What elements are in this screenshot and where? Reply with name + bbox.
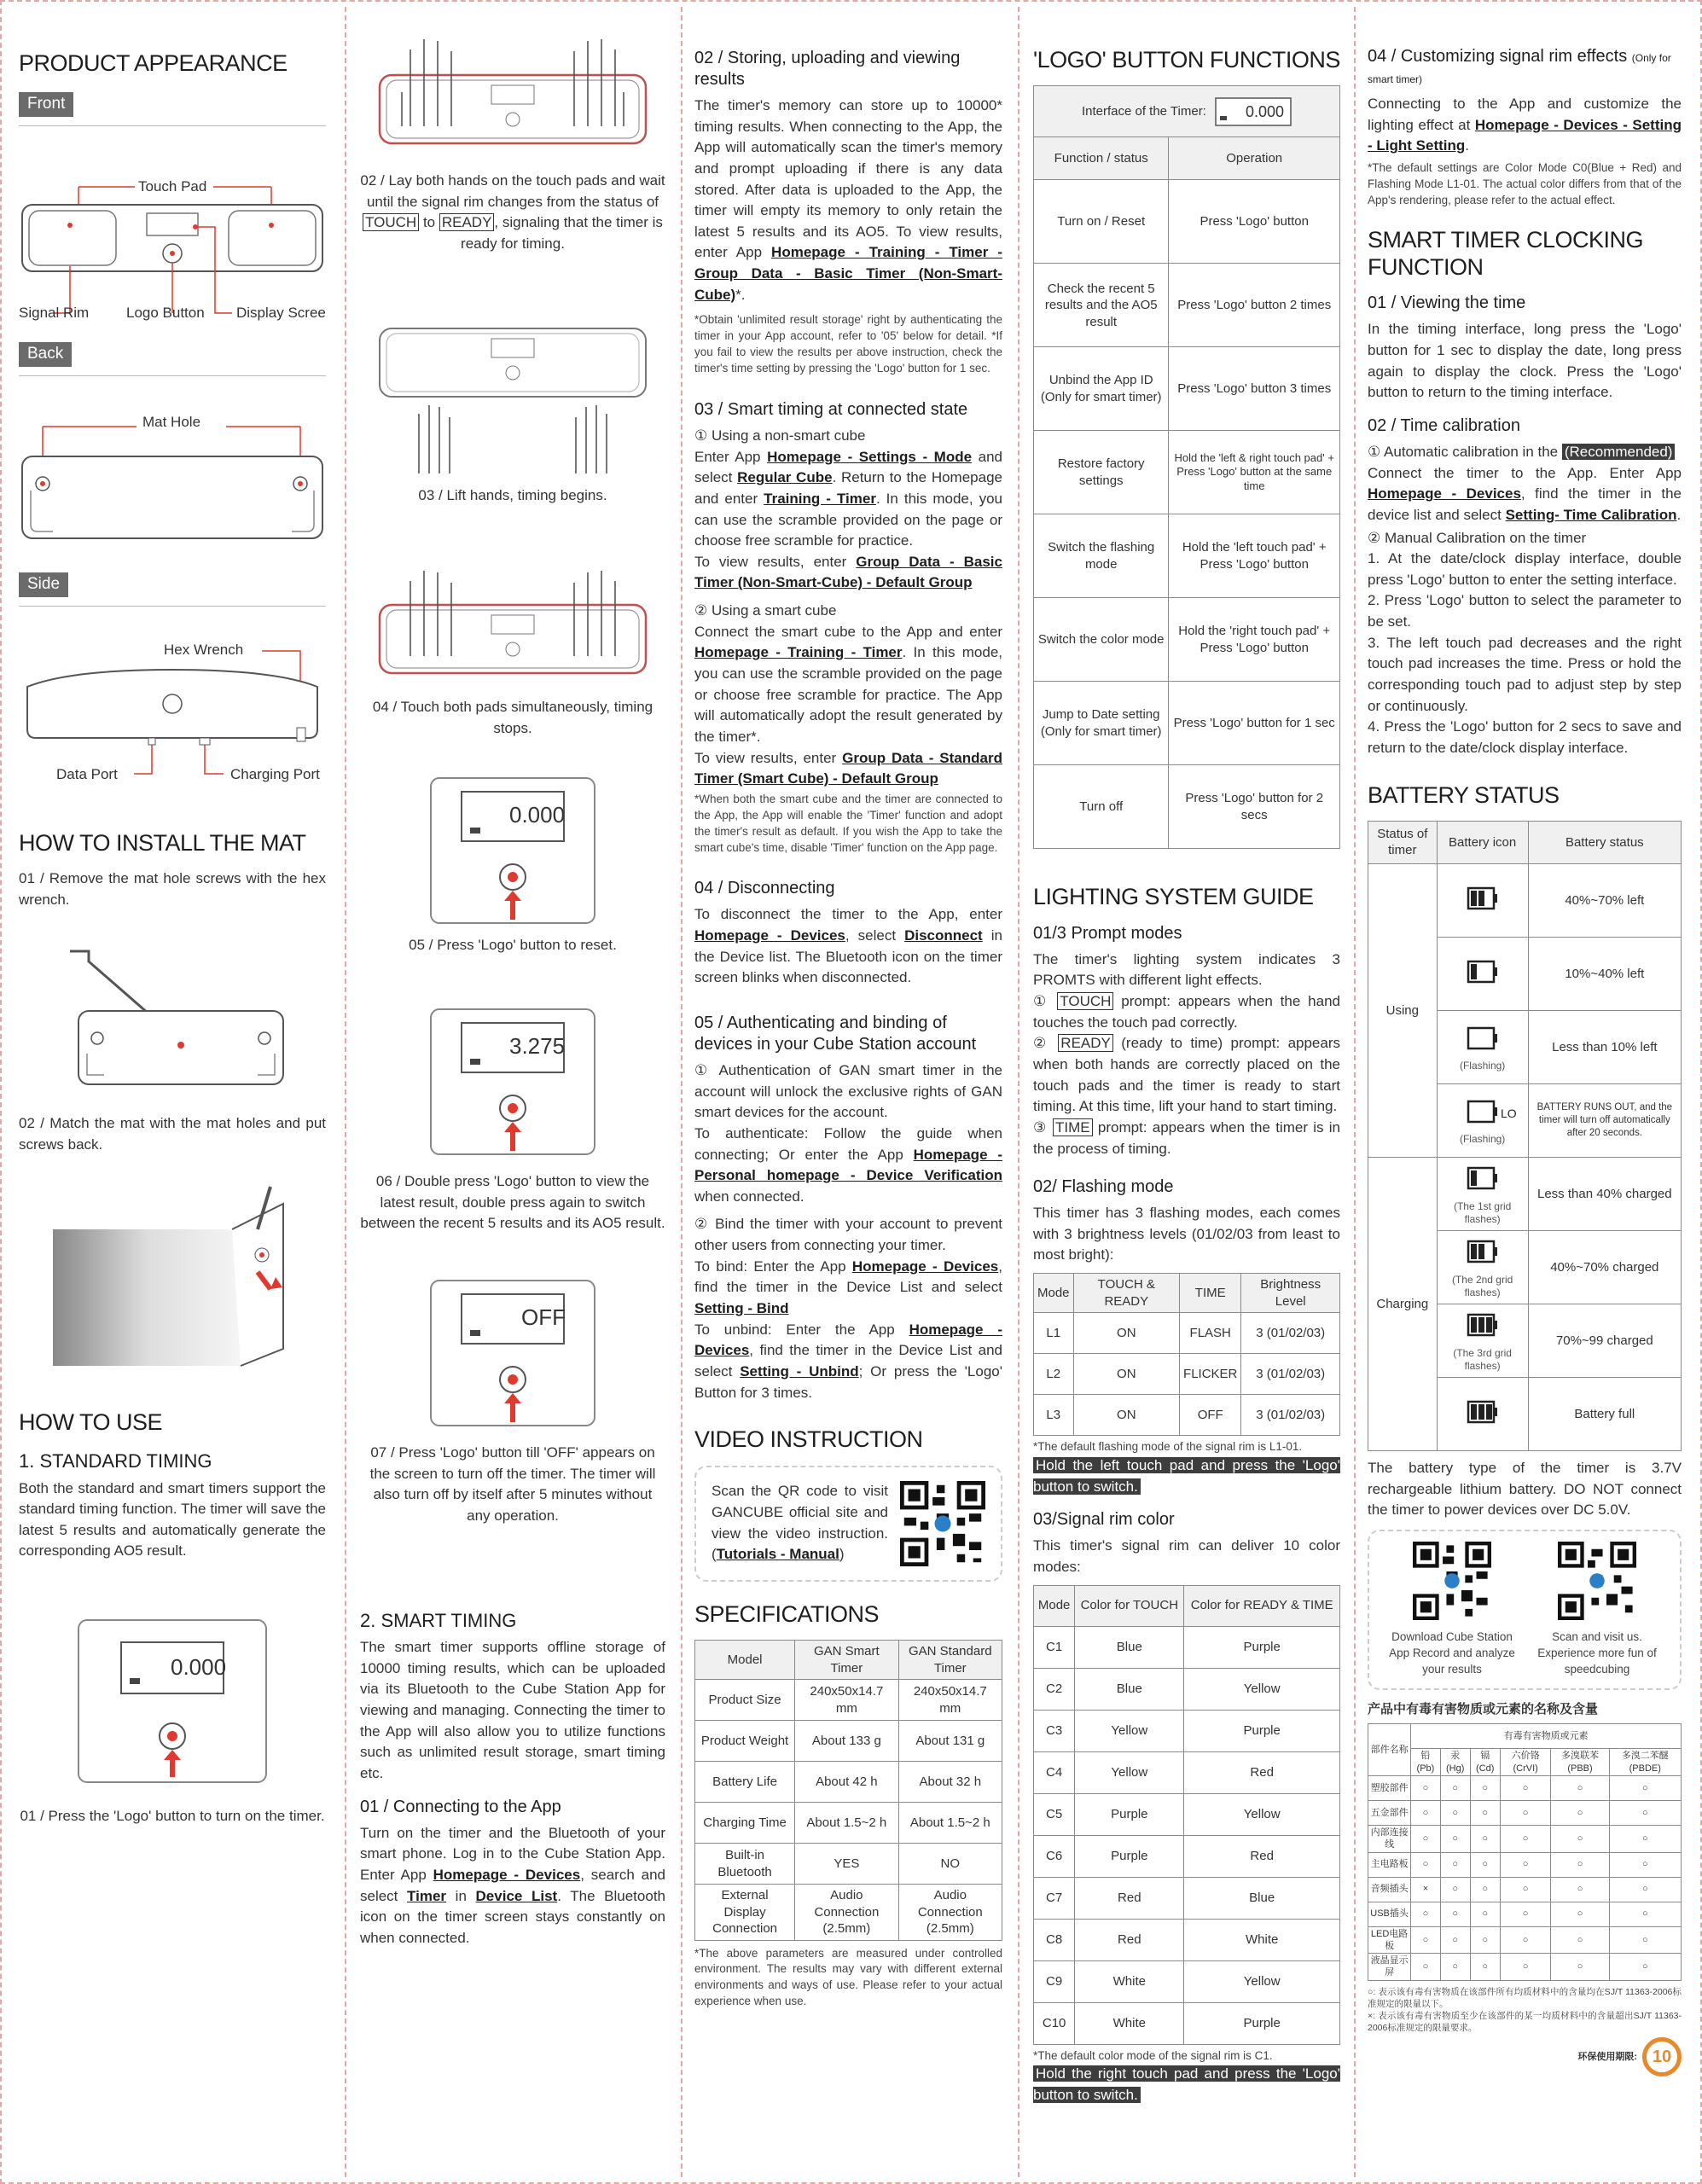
- battery-level-icon: [1444, 1095, 1521, 1129]
- off-screen: OFF: [521, 1304, 566, 1331]
- cal-step-3: 3. The left touch pad decreases and the right touch pad increases the time. Press or hold the corresponding touch pad to adjust step by step or continuously.: [1368, 634, 1682, 714]
- product-appearance-title: PRODUCT APPEARANCE: [19, 50, 288, 76]
- charging-port-label: Charging Port: [230, 765, 320, 782]
- flash-title: 02/ Flashing mode: [1033, 1177, 1174, 1197]
- prompt-2: ② READY (ready to time) prompt: appears when both hands are correctly placed on the touch pads and the timer is ready to start timing. At this time, lift your hand to start timing.: [1033, 1035, 1341, 1115]
- tutorials-link: Tutorials - Manual: [716, 1546, 839, 1563]
- color-table: Mode Color for TOUCH Color for READY & TIME C1 Blue Purple C2 Blue Yellow C3 Yellow Purple C4 Yellow Red C5 Purple Yellow C6 Purple Red C7 Red Blue C8 Red White C9 White Yellow C10 White Purple: [1033, 1585, 1340, 2045]
- nonsmart-head: ① Using a non-smart cube: [694, 427, 866, 444]
- result-screen: 3.275: [509, 1033, 566, 1060]
- mat-hole-label: Mat Hole: [142, 414, 201, 431]
- front-diagram: [19, 138, 326, 326]
- step4-caption: 04 / Touch both pads simultaneously, timing stops.: [372, 699, 653, 736]
- bind-text-3: To unbind: Enter the App Homepage - Devices, find the timer in the Device List and select Setting - Unbind; Or press the 'Logo' Button for 3 times.: [694, 1321, 1003, 1401]
- battery-icon: [1437, 937, 1528, 1010]
- eco-badge-icon: 10: [1642, 2037, 1682, 2077]
- cal-auto-text: Connect the timer to the App. Enter App Homepage - Devices, find the timer in the device list and select Setting- Time Calibration.: [1368, 464, 1682, 523]
- spec-note: *The above parameters are measured under controlled environment. The results may vary with different external environments and ways of use. Please refer to your actual experience when use.: [694, 1946, 1002, 2008]
- mat-install-diagram: [27, 1178, 317, 1374]
- signal-rim-label: Signal Rim: [19, 305, 90, 322]
- battery-table: Status of timer Battery icon Battery status Using 40%~70% left 10%~40% left (Flashing) Less than 10% left LO (Flashing) BATTERY RUNS OUT, and the timer will turn off automatically after 20 seconds. Charging (The 1st grid flashes) Less than 40% charged (The 2nd grid flashes) 40%~70% charged (The 3rd grid flashes) 70%~99 charged Battery full: [1368, 821, 1682, 1451]
- smartcube-note: *When both the smart cube and the timer are connected to the App, the App will enable the 'Timer' function and adopt the timer's result as default. If you wish the App to take the smart cube's time, disable 'Timer' function on the App page.: [694, 792, 1002, 854]
- step3-caption: 03 / Lift hands, timing begins.: [418, 486, 607, 503]
- disconnect-text: To disconnect the timer to the App, enter Homepage - Devices, select Disconnect in the Device list. The Bluetooth icon on the timer screen blinks when disconnected.: [694, 906, 1002, 986]
- result-diagram: [427, 1006, 598, 1159]
- color-note: *The default color mode of the signal rim is C1.: [1033, 2048, 1273, 2062]
- flash-note: *The default flashing mode of the signal rim is L1-01.: [1033, 1440, 1303, 1454]
- back-diagram: [19, 388, 326, 559]
- homepage-devices-link: Homepage - Devices: [433, 1866, 581, 1883]
- app-qr-code-icon: [1413, 1542, 1491, 1620]
- logo-functions-table: Interface of the Timer: 0.000 Function / status Operation Turn on / Reset Press 'Logo' button Check the recent 5 results and the AO5 result Press 'Logo' button 2 times Unbind the App ID (Only for smart timer) Press 'Logo' button 3 times Restore factory settings Hold the 'left & right touch pad' + Press 'Logo' button at the same time Switch the flashing mode Hold the 'left touch pad' + Press 'Logo' button Switch the color mode Hold the 'right touch pad' + Press 'Logo' button Jump to Date setting (Only for smart timer) Press 'Logo' button for 1 sec Turn off Press 'Logo' button for 2 secs: [1033, 85, 1340, 849]
- store-text: The timer's memory can store up to 10000* timing results. When connecting to the App, the App will automatically scan the timer's memory and prompt uploading if there is any data stored. After data is uploaded to the App, the timer will empty its memory to only retain the latest 5 results and its AO5. To view results, enter App Homepage - Training - Timer - Group Data - Basic Timer (Non-Smart-Cube)*.: [694, 97, 1002, 303]
- flash-text: This timer has 3 flashing modes, each comes with 3 brightness levels (01/02/03 from least to most bright):: [1033, 1205, 1340, 1263]
- view-time-text: In the timing interface, long press the 'Logo' button for 1 sec to display the date, long press again to display the clock. Press the 'Logo' button to return to the timing interface.: [1368, 321, 1682, 401]
- data-port-label: Data Port: [56, 765, 118, 782]
- prompt-1: ① TOUCH prompt: appears when the hand touches the touch pad correctly.: [1033, 993, 1340, 1031]
- install-step-1: 01 / Remove the mat hole screws with the hex wrench.: [19, 870, 326, 908]
- install-step-2: 02 / Match the mat with the mat holes and put screws back.: [19, 1115, 326, 1153]
- battery-icon: [1437, 1377, 1528, 1450]
- custom-title: 04 / Customizing signal rim effects (Only for smart timer): [1368, 47, 1671, 85]
- nonsmart-text: Enter App Homepage - Settings - Mode and select Regular Cube. Return to the Homepage and enter Training - Timer. In this mode, you can use the scramble provided on the page or choose free scramble for practice.: [694, 448, 1002, 549]
- smart-timing-text: The smart timer supports offline storage of 10000 timing results, which can be uploaded via its Bluetooth to the Cube Station App for viewing and managing. Connecting the timer to the App will also allow you to utilize functions such as unlimited result storage, smart timing etc.: [360, 1639, 665, 1781]
- battery-icon: [1437, 1157, 1528, 1230]
- connect-title: 01 / Connecting to the App: [360, 1797, 561, 1816]
- bind-text-1: ② Bind the timer with your account to prevent other users from connecting your timer.: [694, 1216, 1002, 1254]
- prompt-3: ③ TIME prompt: appears when the timer is in the process of timing.: [1033, 1118, 1340, 1157]
- logo-functions-title: 'LOGO' BUTTON FUNCTIONS: [1033, 47, 1340, 73]
- cal-step-4: 4. Press the 'Logo' button for 2 secs to save and return to the date/clock display interface.: [1368, 718, 1682, 756]
- step5-caption: 05 / Press 'Logo' button to reset.: [409, 937, 617, 954]
- prompt-text: The timer's lighting system indicates 3 PROMTS with different light effects.: [1033, 950, 1340, 989]
- battery-title: BATTERY STATUS: [1368, 781, 1560, 808]
- qr1-caption: Download Cube Station App Record and analyze your results: [1389, 1629, 1515, 1676]
- video-title: VIDEO INSTRUCTION: [694, 1426, 923, 1453]
- hazard-note-2: ×: 表示该有毒有害物质至少在该部件的某一均质材料中的含量超出SJ/T 11363-2006标准规定的限量要求。: [1368, 2011, 1682, 2034]
- smartcube-head: ② Using a smart cube: [694, 602, 837, 619]
- off-diagram: [427, 1277, 598, 1431]
- prompt-title: 01/3 Prompt modes: [1033, 923, 1182, 943]
- color-title: 03/Signal rim color: [1033, 1510, 1175, 1530]
- column-5: [1354, 7, 1695, 2177]
- cal-step-2: 2. Press 'Logo' button to select the parameter to be set.: [1368, 592, 1682, 630]
- auth-title: 05 / Authenticating and binding of devices in your Cube Station account: [694, 1013, 977, 1054]
- store-note: *Obtain 'unlimited result storage' right by authenticating the timer in your App account, refer to '05' below for detail. *If you fail to view the results per above instruction, check the timer's time setting by pressing the 'Logo' button for 1 sec.: [694, 313, 1002, 375]
- connect-text: Turn on the timer and the Bluetooth of your smart phone. Log in to the Cube Station App. Enter App Homepage - Devices, search and select Timer in Device List. The Bluetooth icon on the timer screen stays constantly on when connected.: [360, 1824, 665, 1946]
- battery-icon-caption: (The 3rd grid flashes): [1453, 1346, 1512, 1373]
- video-text: Scan the QR code to visit GANCUBE official site and view the video instruction. (Tutorials - Manual): [712, 1483, 888, 1563]
- reset-screen: 0.000: [509, 802, 566, 828]
- hazard-note-1: ○: 表示该有毒有害物质在该部件所有均质材料中的含量均在SJ/T 11363-2006标准规定的限量以下。: [1368, 1986, 1682, 2009]
- eco-period: [1368, 2037, 1682, 2077]
- hazard-table: 部件名称 有毒有害物质或元素 铅 (Pb) 汞 (Hg) 镉 (Cd) 六价铬 (CrVI) 多溴联苯 (PBB) 多溴二苯醚 (PBDE) 塑胶部件 ○ ○ ○ ○ ○ ○ 五金部件 ○ ○ ○ ○ ○ ○ 内部连接线 ○ ○ ○ ○ ○ ○ 主电路板 ○ ○ ○ ○ ○ ○ 音频插头 × ○ ○ ○ ○ ○ USB插头 ○ ○ ○ ○ ○ ○ LED电路板 ○ ○ ○ ○ ○ ○ 液晶显示屏 ○ ○ ○ ○ ○ ○: [1368, 1723, 1682, 1980]
- battery-level-icon: [1444, 1161, 1521, 1195]
- spec-title: SPECIFICATIONS: [694, 1600, 880, 1627]
- color-highlight: Hold the right touch pad and press the 'Logo' button to switch.: [1033, 2065, 1340, 2104]
- battery-icon: [1437, 863, 1528, 937]
- auth-text-1: ① Authentication of GAN smart timer in the account will unlock the exclusive rights of GAN smart devices for the account.: [694, 1061, 1002, 1121]
- bind-text-2: To bind: Enter the App Homepage - Devices, find the timer in the Device List and select Setting - Bind: [694, 1258, 1002, 1317]
- calibration-title: 02 / Time calibration: [1368, 415, 1520, 435]
- store-title: 02 / Storing, uploading and viewing results: [694, 49, 961, 89]
- smart-timing-title: 2. SMART TIMING: [360, 1609, 517, 1631]
- interface-label: Interface of the Timer:: [1081, 103, 1206, 119]
- back-tag: Back: [19, 342, 72, 367]
- qr-code-icon: [900, 1481, 985, 1566]
- standard-timing-title: 1. STANDARD TIMING: [19, 1450, 212, 1472]
- spec-table: Model GAN Smart Timer GAN Standard Timer Product Size 240x50x14.7 mm 240x50x14.7 mm Product Weight About 133 g About 131 g Battery Life About 42 h About 32 h Charging Time About 1.5~2 h About 1.5~2 h Built-in Bluetooth YES NO External Display Connection Audio Connection (2.5mm) Audio Connection (2.5mm): [694, 1640, 1002, 1941]
- battery-level-icon: [1444, 881, 1521, 915]
- side-tag: Side: [19, 572, 68, 597]
- battery-icon-caption: (Flashing): [1459, 1060, 1506, 1072]
- qr-download-box: [1368, 1530, 1682, 1690]
- step2-caption: 02 / Lay both hands on the touch pads and wait until the signal rim changes from the status of TOUCH to READY , signaling that the timer is ready for timing.: [360, 172, 665, 252]
- smart-connected-title: 03 / Smart timing at connected state: [694, 399, 968, 419]
- column-1: [3, 7, 345, 2177]
- disconnect-title: 04 / Disconnecting: [694, 879, 835, 898]
- battery-level-icon: [1444, 1395, 1521, 1429]
- battery-icon: [1437, 1083, 1528, 1157]
- standard-timing-text: Both the standard and smart timers support the standard timing function. The timer will save the latest 5 results and automatically generate the corresponding AO5 result.: [19, 1479, 326, 1560]
- flash-table: Mode TOUCH & READY TIME Brightness Level L1 ON FLASH 3 (01/02/03) L2 ON FLICKER 3 (01/02/03) L3 ON OFF 3 (01/02/03): [1033, 1273, 1340, 1436]
- battery-icon: [1437, 1304, 1528, 1377]
- hex-wrench-label: Hex Wrench: [164, 641, 244, 658]
- step1-caption: 01 / Press the 'Logo' button to turn on the timer.: [20, 1808, 325, 1825]
- hands-lifted-diagram: [376, 311, 649, 482]
- interface-screen-readout: 0.000: [1246, 102, 1285, 120]
- hands-stop-diagram: [376, 557, 649, 685]
- color-text: This timer's signal rim can deliver 10 color modes:: [1033, 1537, 1340, 1575]
- hands-on-timer-diagram: [376, 24, 649, 160]
- cal-step-1: 1. At the date/clock display interface, double press 'Logo' button to enter the setting interface.: [1368, 550, 1682, 588]
- logo-button-label: Logo Button: [126, 305, 205, 322]
- install-mat-title: HOW TO INSTALL THE MAT: [19, 829, 306, 856]
- cal-manual: ② Manual Calibration on the timer: [1368, 529, 1587, 546]
- screen-readout: 0.000: [171, 1654, 227, 1681]
- battery-icon: [1437, 1230, 1528, 1304]
- display-screen-label: Display Screen: [236, 305, 326, 322]
- reset-diagram: [427, 775, 598, 928]
- battery-level-icon: [1444, 1234, 1521, 1269]
- front-tag: Front: [19, 92, 73, 117]
- battery-icon-caption: (Flashing): [1459, 1133, 1506, 1146]
- battery-icon: [1437, 1010, 1528, 1083]
- auth-text-2: To authenticate: Follow the guide when connecting; Or enter the App Homepage - Personal homepage - Device Verification when connected.: [694, 1124, 1002, 1205]
- eco-label: 环保使用期限:: [1577, 2051, 1637, 2062]
- battery-text: The battery type of the timer is 3.7V rechargeable lithium battery. DO NOT connect the timer to power devices over DC 5.0V.: [1368, 1459, 1682, 1519]
- how-to-use-title: HOW TO USE: [19, 1409, 163, 1435]
- qr2-caption: Scan and visit us. Experience more fun of speedcubing: [1537, 1629, 1657, 1676]
- smartcube-view: To view results, enter Group Data - Standard Timer (Smart Cube) - Default Group: [694, 749, 1002, 787]
- battery-icon-caption: (The 2nd grid flashes): [1451, 1273, 1513, 1299]
- column-4: [1018, 7, 1354, 2177]
- nonsmart-view: To view results, enter Group Data - Basic Timer (Non-Smart-Cube) - Default Group: [694, 553, 1002, 591]
- flash-highlight: Hold the left touch pad and press the 'Logo' button to switch.: [1033, 1457, 1340, 1495]
- interface-screen-icon: [1215, 97, 1292, 126]
- cal-auto: ① Automatic calibration in the (Recommended): [1368, 442, 1682, 463]
- battery-level-icon: [1444, 1021, 1521, 1055]
- lighting-title: LIGHTING SYSTEM GUIDE: [1033, 884, 1314, 910]
- timer-on-diagram: [70, 1617, 275, 1787]
- battery-level-icon: [1444, 1308, 1521, 1342]
- mat-screw-diagram: [44, 917, 300, 1105]
- video-qr-box: [694, 1466, 1002, 1582]
- view-time-title: 01 / Viewing the time: [1368, 293, 1526, 313]
- column-2: [345, 7, 681, 2177]
- hazard-title: 产品中有毒有害物质或元素的名称及含量: [1368, 1701, 1599, 1716]
- column-3: [681, 7, 1018, 2177]
- website-qr-code-icon: [1558, 1542, 1636, 1620]
- touch-pad-label: Touch Pad: [138, 178, 207, 195]
- smartcube-text: Connect the smart cube to the App and enter Homepage - Training - Timer. In this mode, you can use the scramble provided on the page or choose free scramble for practice. The App will automatically adopt the result generated by the timer*.: [694, 623, 1002, 745]
- step6-caption: 06 / Double press 'Logo' button to view the latest result, double press again to switch between the recent 5 results and its AO5 result.: [360, 1173, 665, 1232]
- step7-caption: 07 / Press 'Logo' button till 'OFF' appears on the screen to turn off the timer. The timer will also turn off by itself after 5 minutes without any operation.: [369, 1444, 656, 1524]
- custom-text: Connecting to the App and customize the lighting effect at Homepage - Devices - Setting - Light Setting.: [1368, 96, 1682, 154]
- battery-icon-caption: (The 1st grid flashes): [1453, 1199, 1512, 1226]
- custom-note: *The default settings are Color Mode C0(Blue + Red) and Flashing Mode L1-01. The actual color differs from that of the App's rendering, please refer to the actual effect.: [1368, 160, 1682, 206]
- battery-level-icon: [1444, 955, 1521, 989]
- lo-indicator: LO: [1500, 1106, 1517, 1120]
- side-diagram: [19, 619, 326, 806]
- clock-title: SMART TIMER CLOCKING FUNCTION: [1368, 226, 1644, 280]
